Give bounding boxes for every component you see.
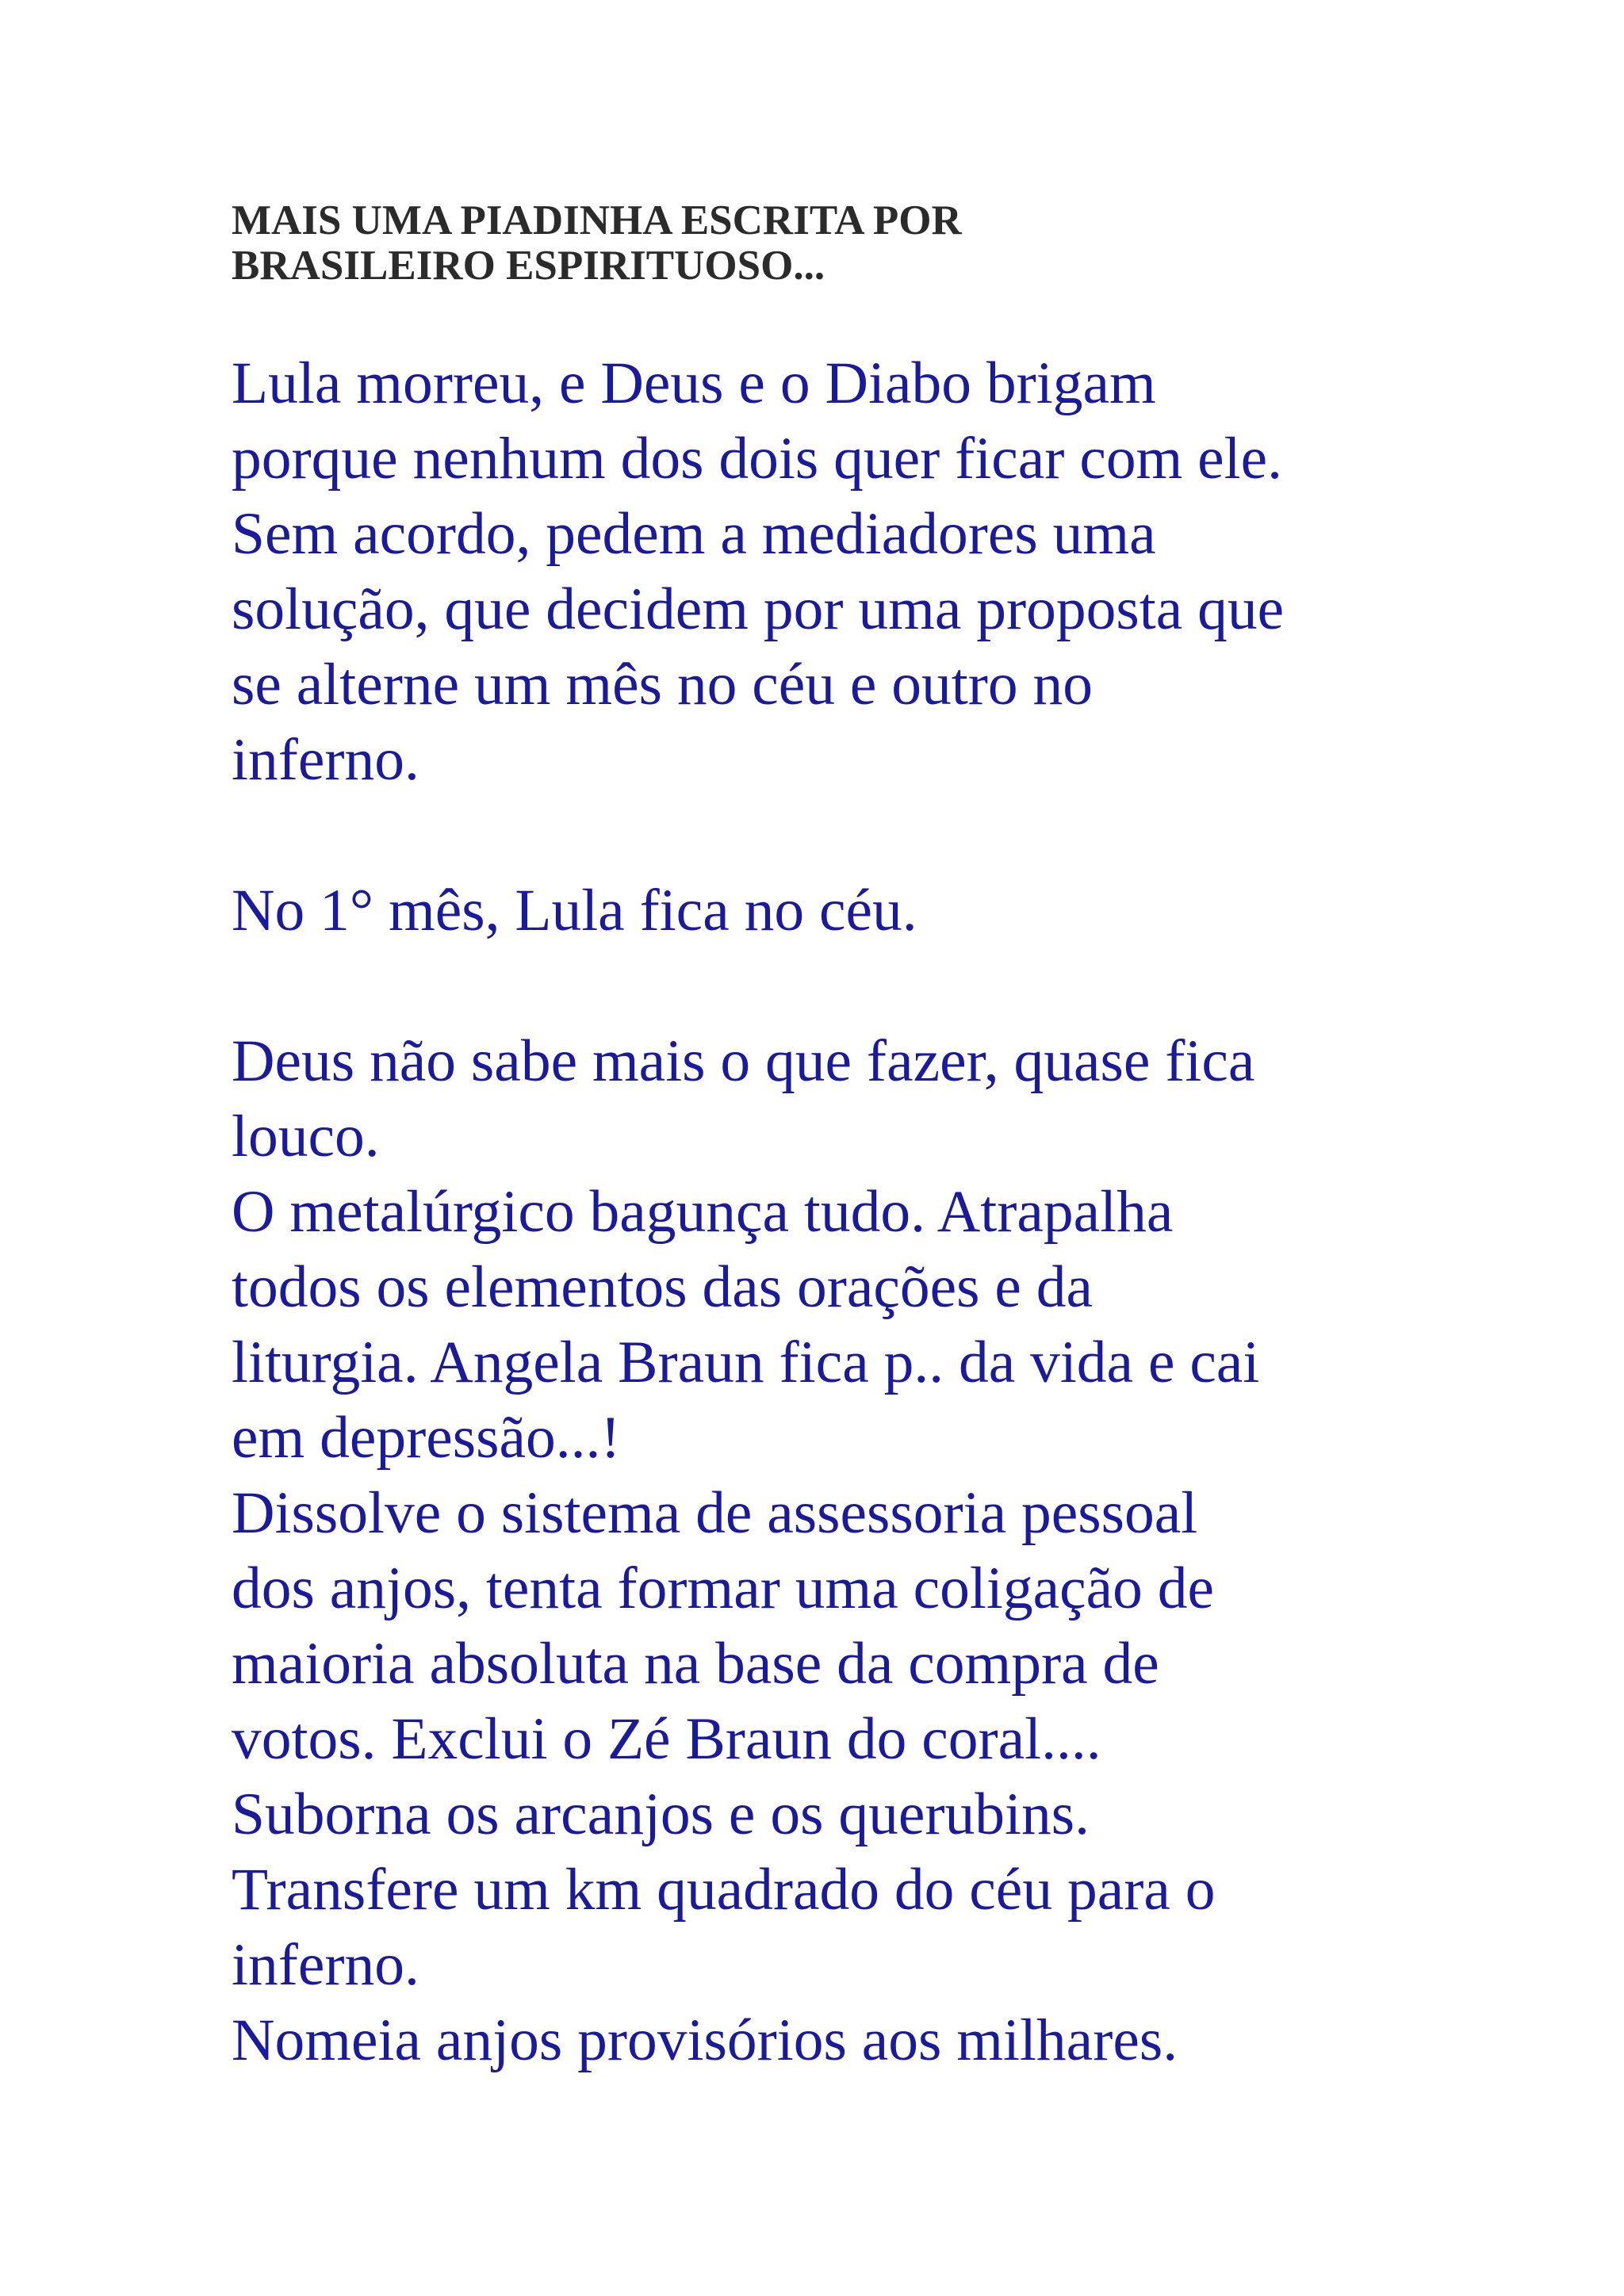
- text-line: louco.: [232, 1104, 380, 1169]
- text-line: liturgia. Angela Braun fica p.. da vida e cai: [232, 1330, 1260, 1395]
- text-line: porque nenhum dos dois quer ficar com ele.: [232, 426, 1283, 492]
- text-line: inferno.: [232, 727, 419, 793]
- text-line: se alterne um mês no céu e outro no: [232, 652, 1094, 718]
- paragraph-1: [232, 346, 1500, 798]
- text-line: Nomeia anjos provisórios aos milhares.: [232, 2007, 1178, 2073]
- text-line: maioria absoluta na base da compra de: [232, 1631, 1159, 1697]
- text-line: em depressão...!: [232, 1405, 621, 1471]
- document-body: [232, 346, 1500, 2078]
- paragraph-spacer: [232, 798, 1500, 873]
- text-line: todos os elementos das orações e da: [232, 1254, 1094, 1320]
- text-line: Transfere um km quadrado do céu para o: [232, 1857, 1216, 1923]
- paragraph-3: [232, 1024, 1500, 2078]
- text-line: Dissolve o sistema de assessoria pessoal: [232, 1480, 1198, 1546]
- document-heading: [232, 198, 1421, 289]
- heading-line: MAIS UMA PIADINHA ESCRITA POR: [232, 197, 962, 243]
- paragraph-spacer: [232, 948, 1500, 1024]
- text-line: O metalúrgico bagunça tudo. Atrapalha: [232, 1179, 1174, 1245]
- text-line: dos anjos, tenta formar uma coligação de: [232, 1556, 1215, 1621]
- paragraph-2: [232, 873, 1500, 948]
- text-line: inferno.: [232, 1932, 419, 1998]
- text-line: Deus não sabe mais o que fazer, quase fica: [232, 1028, 1255, 1094]
- text-line: solução, que decidem por uma proposta que: [232, 576, 1285, 642]
- text-line: votos. Exclui o Zé Braun do coral....: [232, 1706, 1101, 1772]
- text-line: Lula morreu, e Deus e o Diabo brigam: [232, 350, 1156, 416]
- heading-line: BRASILEIRO ESPIRITUOSO...: [232, 243, 825, 289]
- text-line: Suborna os arcanjos e os querubins.: [232, 1781, 1090, 1847]
- text-line: No 1° mês, Lula fica no céu.: [232, 878, 917, 943]
- text-line: Sem acordo, pedem a mediadores uma: [232, 501, 1156, 567]
